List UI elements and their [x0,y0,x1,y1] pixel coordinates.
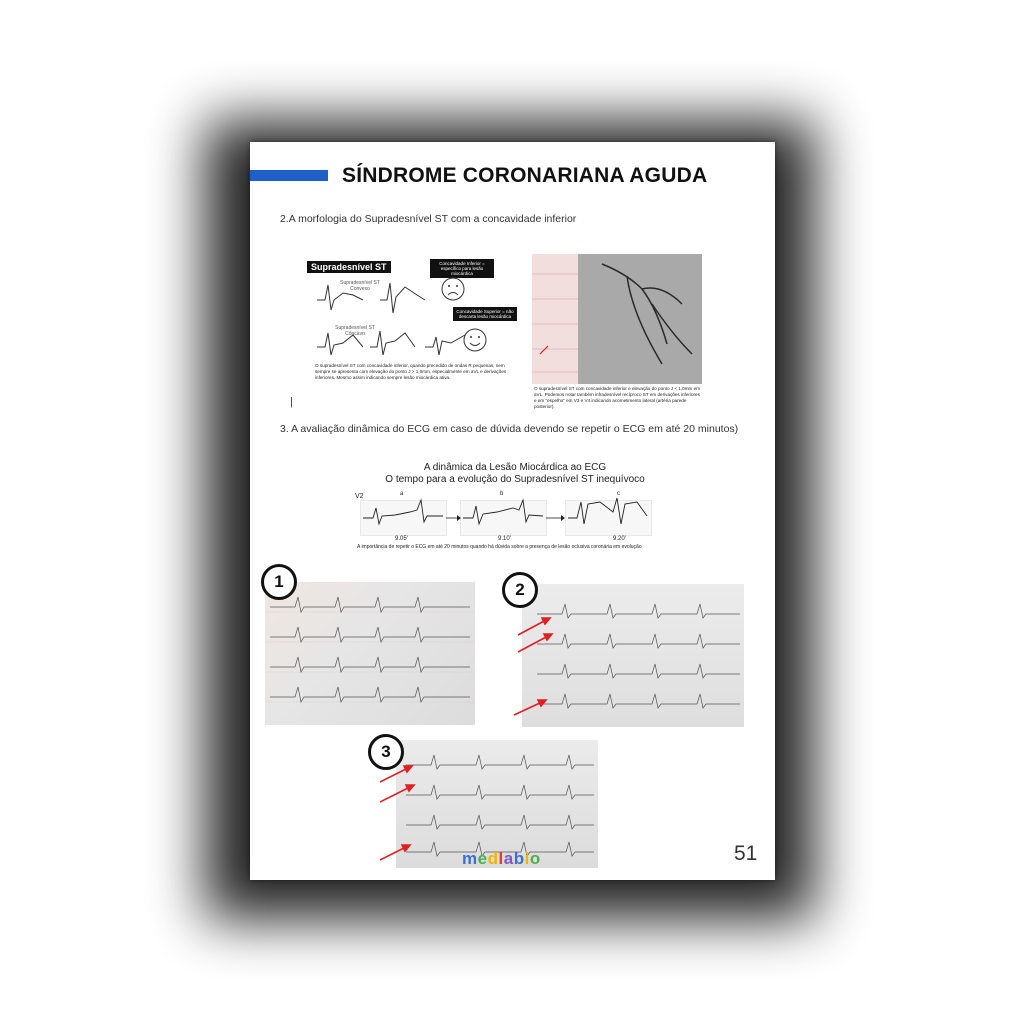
section-3-text: 3. A avaliação dinâmica do ECG em caso de dúvida devendo se repetir o ECG em até 20 minutos) [280,423,739,435]
figure3-title-line2: O tempo para a evolução do Supradesnível ST inequívoco [385,474,645,485]
figure3-title-line1: A dinâmica da Lesão Miocárdica ao ECG [423,462,607,473]
brand-logo: medlabio [462,849,541,868]
arrow-3a [380,768,408,782]
lead-label: V2 [355,493,364,500]
arrow-3c [380,847,406,860]
label-convex: Supradesnível ST Convexo [340,280,380,292]
panel-a-time: 9.05' [395,536,408,542]
section-2-text: 2.A morfologia do Supradesnível ST com a concavidade inferior [280,213,577,225]
photo-2-number: 2 [502,572,538,608]
figure1-caption: O supradesnível ST com concavidade inferior, quando precedido de ondas R pequenas, nem sempre se apresenta com elevação do ponto J > 1,0mm, especialmente em aVL e derivações inferiores. Mesmo assim indicando sempre lesão miocárdica ativa. [315,363,507,380]
figure2-caption: O supradesnível ST com concavidade inferior e elevação do ponto J < 1,0mm em aVL. Podemos notar também infradesnível recíproco ST em derivações inferiores e em "espelho" em V3 e V4 indicando acometimento lateral (artéria parede posterior). [534,386,701,409]
document-page [250,142,775,880]
photo-3-number: 3 [368,734,404,770]
page-title: SÍNDROME CORONARIANA AGUDA [342,164,708,187]
arrow-2b [518,636,548,652]
note-inferior: Concavidade Inferior = específico para lesão miocárdica [430,259,494,278]
panel-b-letter: b [500,491,504,497]
panel-c-time: 9.20' [613,536,626,542]
panel-a-letter: a [400,491,404,497]
figure-badge: Supradesnível ST [307,261,391,273]
annotation-arrows [250,142,775,880]
panel-c-letter: c [617,491,620,497]
arrow-2c [514,702,542,715]
arrow-3b [380,787,410,802]
photo-1-number: 1 [261,564,297,600]
arrow-2a [518,620,546,635]
text-cursor: | [290,396,293,408]
panel-b-time: 9.10' [498,536,511,542]
label-concave: Supradesnível ST Côncavo [335,325,375,337]
note-superior: Concavidade Superior = não descarta lesão miocárdica [453,307,517,321]
page-number: 51 [734,842,758,865]
figure3-caption: A importância de repetir o ECG em até 20 minutos quando há dúvida sobre a presença de lesão oclusiva coronária em evolução [357,544,642,550]
